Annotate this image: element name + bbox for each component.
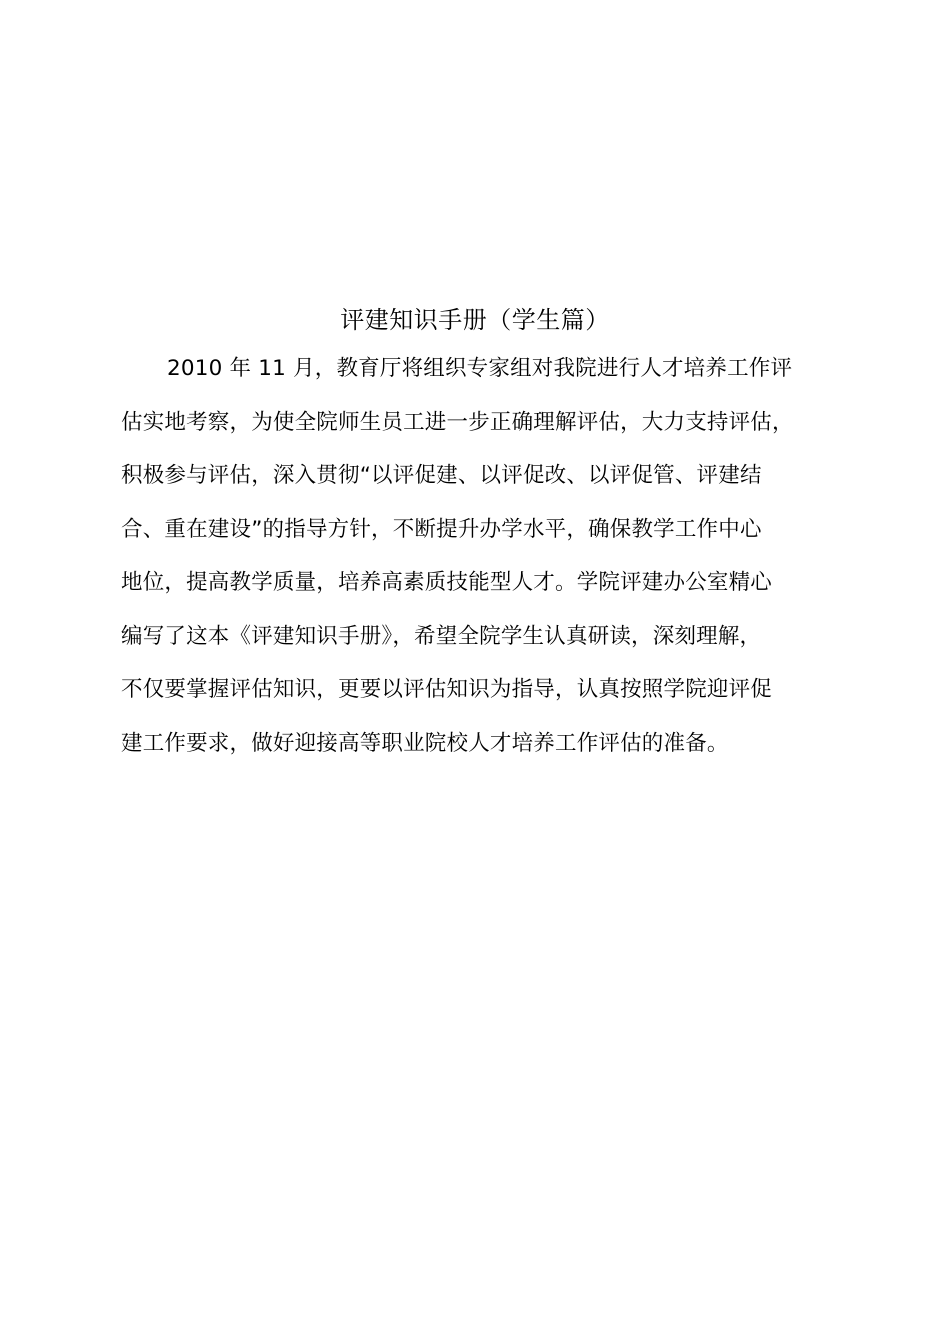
paragraph-line-2: 估实地考察，为使全院师生员工进一步正确理解评估，大力支持评估， [121, 409, 794, 435]
paragraph-line-8: 建工作要求，做好迎接高等职业院校人才培养工作评估的准备。 [121, 730, 729, 756]
intro-paragraph [121, 350, 841, 778]
paragraph-line-7: 不仅要掌握评估知识，更要以评估知识为指导，认真按照学院迎评促 [121, 677, 773, 702]
paragraph-line-3: 积极参与评估，深入贯彻“以评促建、以评促改、以评促管、评建结 [121, 463, 762, 488]
paragraph-line-4: 合、重在建设”的指导方针，不断提升办学水平，确保教学工作中心 [121, 516, 762, 542]
paragraph-line-1: 2010 年 11 月，教育厅将组织专家组对我院进行人才培养工作评 [167, 356, 793, 381]
document-title: 评建知识手册（学生篇） [340, 306, 610, 334]
paragraph-line-5: 地位，提高教学质量，培养高素质技能型人才。学院评建办公室精心 [121, 570, 773, 595]
paragraph-line-6: 编写了这本《评建知识手册》，希望全院学生认真研读，深刻理解， [121, 623, 762, 649]
